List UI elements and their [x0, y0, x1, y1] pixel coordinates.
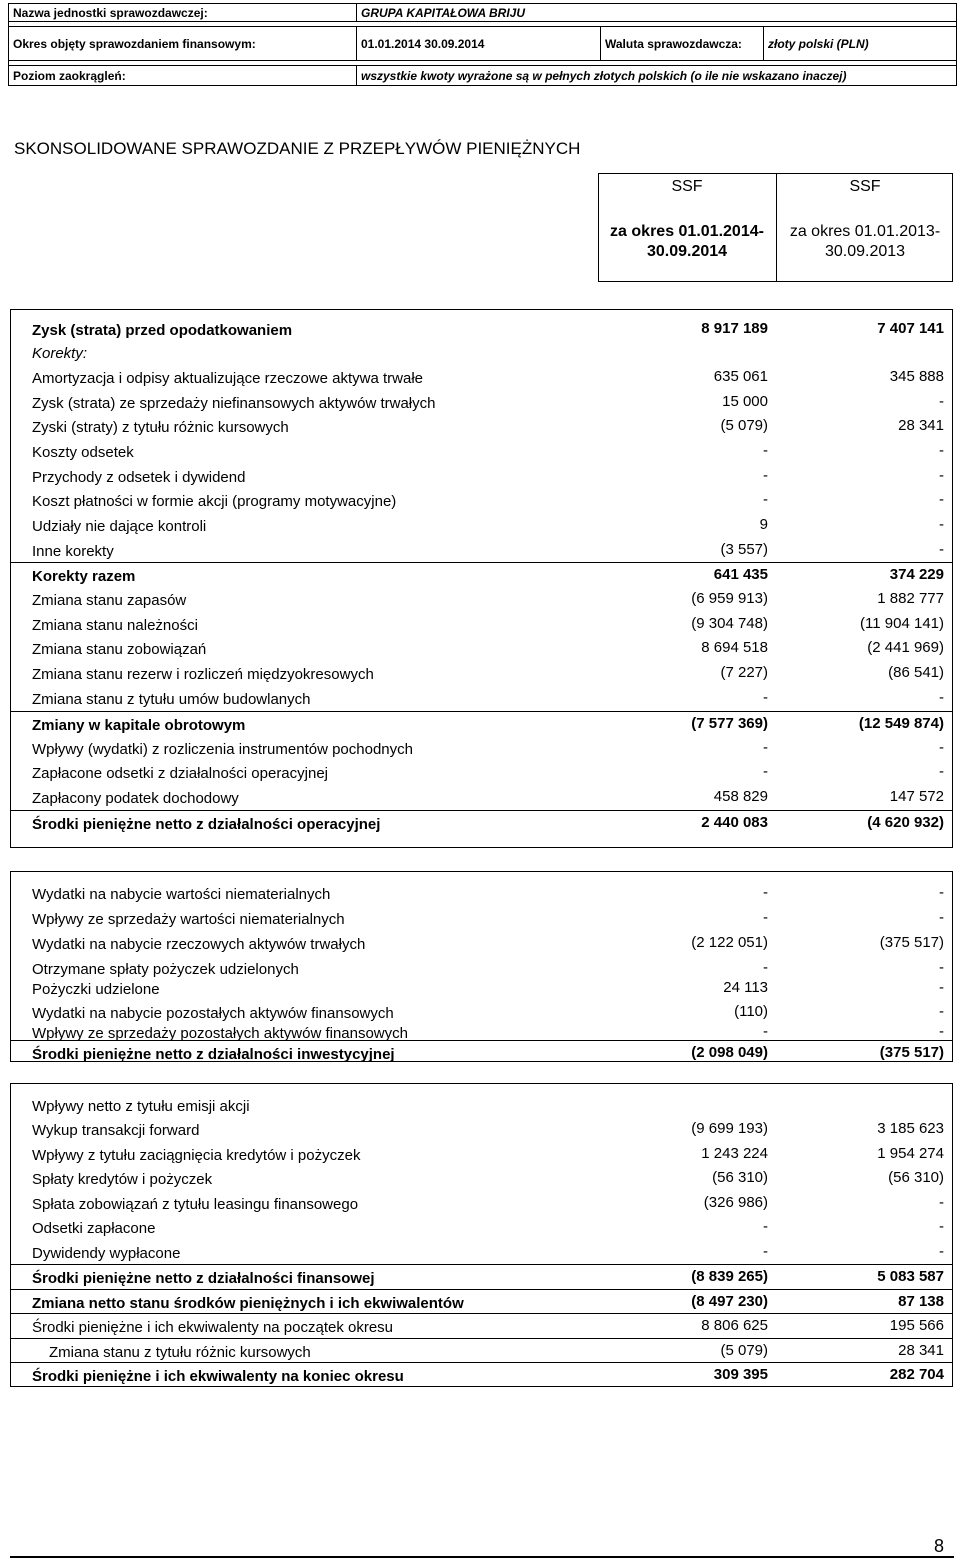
- value-2014: (7 577 369): [691, 715, 768, 732]
- row-label: Środki pieniężne netto z działalności inwestycyjnej: [32, 1046, 395, 1063]
- row-label: Korekty razem: [32, 568, 136, 585]
- column-headers: [598, 173, 953, 282]
- value-2013: -: [939, 467, 944, 484]
- row-label: Inne korekty: [32, 543, 114, 560]
- row-label: Zmiana stanu należności: [32, 617, 198, 634]
- value-2014: 8 694 518: [701, 639, 768, 656]
- value-2014: -: [763, 442, 768, 459]
- row-label: Środki pieniężne netto z działalności operacyjnej: [32, 816, 381, 833]
- value-2013: 28 341: [898, 1342, 944, 1359]
- financing-activities-section: [10, 1083, 953, 1387]
- value-2014: -: [763, 467, 768, 484]
- table-row: [11, 1117, 952, 1141]
- row-label: Zapłacone odsetki z działalności operacyjnej: [32, 765, 329, 782]
- value-2013: -: [939, 1194, 944, 1211]
- table-row: [11, 906, 952, 930]
- value-2013: (375 517): [879, 1044, 944, 1061]
- value-2013: -: [939, 1023, 944, 1040]
- table-row: [11, 365, 952, 389]
- value-2014: (2 098 049): [691, 1044, 768, 1061]
- col2-period-line1: za okres 01.01.2013-: [789, 223, 941, 240]
- value-2013: 1 882 777: [877, 590, 944, 607]
- table-row: [11, 1313, 952, 1338]
- row-label: Wydatki na nabycie rzeczowych aktywów trwałych: [32, 936, 366, 953]
- table-row: [11, 1264, 952, 1289]
- row-label: Zyski (straty) z tytułu różnic kursowych: [32, 419, 289, 436]
- row-label: Zmiana stanu zapasów: [32, 592, 187, 609]
- value-2014: 458 829: [713, 788, 768, 805]
- table-row: [11, 513, 952, 537]
- value-2014: (8 839 265): [691, 1268, 768, 1285]
- row-label: Zmiany w kapitale obrotowym: [32, 717, 246, 734]
- value-2013: 7 407 141: [877, 320, 944, 337]
- value-2014: -: [763, 1218, 768, 1235]
- period-value: 01.01.2014 30.09.2014: [357, 27, 601, 61]
- table-row: [11, 439, 952, 463]
- value-2014: -: [763, 1243, 768, 1260]
- table-row: [11, 636, 952, 660]
- table-row: [11, 390, 952, 414]
- value-2013: 195 566: [889, 1317, 944, 1334]
- value-2013: -: [939, 1218, 944, 1235]
- table-row: [11, 760, 952, 784]
- value-2013: -: [939, 909, 944, 926]
- row-label: Wpływy (wydatki) z rozliczenia instrumentów pochodnych: [32, 741, 413, 758]
- row-label: Wpływy ze sprzedaży pozostałych aktywów finansowych: [32, 1025, 408, 1042]
- investing-activities-section: [10, 871, 953, 1062]
- row-label: Pożyczki udzielone: [32, 981, 160, 998]
- value-2013: (11 904 141): [860, 615, 944, 632]
- table-row: [11, 1142, 952, 1166]
- entity-label: Nazwa jednostki sprawozdawczej:: [9, 4, 357, 22]
- table-row: [11, 661, 952, 685]
- value-2013: -: [939, 442, 944, 459]
- row-label: Zmiana stanu z tytułu umów budowlanych: [32, 691, 311, 708]
- value-2014: (9 304 748): [691, 615, 768, 632]
- currency-label: Waluta sprawozdawcza:: [601, 27, 764, 61]
- row-label: Wpływy netto z tytułu emisji akcji: [32, 1098, 250, 1115]
- entity-value: GRUPA KAPITAŁOWA BRIJU: [357, 4, 957, 22]
- value-2014: (110): [734, 1003, 768, 1020]
- table-row: [11, 562, 952, 587]
- value-2013: -: [939, 979, 944, 996]
- value-2014: 309 395: [713, 1366, 768, 1383]
- value-2014: 641 435: [713, 566, 768, 583]
- value-2014: (9 699 193): [691, 1120, 768, 1137]
- row-label: Zmiana stanu rezerw i rozliczeń międzyokresowych: [32, 666, 374, 683]
- value-2013: 1 954 274: [877, 1145, 944, 1162]
- table-row: [11, 1289, 952, 1314]
- value-2014: 9: [759, 516, 768, 533]
- row-label: Otrzymane spłaty pożyczek udzielonych: [32, 961, 299, 978]
- page-number: 8: [933, 1536, 944, 1556]
- table-row: [11, 612, 952, 636]
- row-label: Spłaty kredytów i pożyczek: [32, 1171, 213, 1188]
- value-2014: -: [763, 491, 768, 508]
- value-2013: -: [939, 393, 944, 410]
- value-2013: (12 549 874): [858, 715, 944, 732]
- table-row: [11, 1338, 952, 1363]
- footer-rule: [10, 1556, 954, 1558]
- row-label: Zysk (strata) przed opodatkowaniem: [32, 322, 293, 339]
- row-label: Wydatki na nabycie pozostałych aktywów finansowych: [32, 1005, 394, 1022]
- table-row: [11, 711, 952, 736]
- value-2014: (2 122 051): [691, 934, 768, 951]
- table-row: [11, 1166, 952, 1190]
- row-label: Wpływy ze sprzedaży wartości niematerialnych: [32, 911, 345, 928]
- table-row: [11, 686, 952, 710]
- value-2014: 2 440 083: [701, 814, 768, 831]
- table-row: [11, 587, 952, 611]
- table-row: [11, 538, 952, 562]
- value-2013: 282 704: [889, 1366, 944, 1383]
- row-label: Zmiana stanu zobowiązań: [32, 641, 207, 658]
- table-row: [11, 464, 952, 488]
- row-label: Przychody z odsetek i dywidend: [32, 469, 246, 486]
- table-row: [11, 1215, 952, 1239]
- table-row: [11, 1362, 952, 1387]
- row-label: Koszt płatności w formie akcji (programy motywacyjne): [32, 493, 397, 510]
- value-2013: 87 138: [898, 1293, 944, 1310]
- value-2014: (56 310): [712, 1169, 768, 1186]
- row-label: Zysk (strata) ze sprzedaży niefinansowych aktywów trwałych: [32, 395, 436, 412]
- col1-period-line2: 30.09.2014: [646, 243, 728, 260]
- rounding-value: wszystkie kwoty wyrażone są w pełnych złotych polskich (o ile nie wskazano inaczej): [357, 66, 957, 86]
- table-row: [11, 785, 952, 809]
- table-row: [11, 340, 952, 364]
- value-2014: (326 986): [703, 1194, 768, 1211]
- value-2014: -: [763, 884, 768, 901]
- row-label: Zapłacony podatek dochodowy: [32, 790, 239, 807]
- value-2013: (2 441 969): [867, 639, 944, 656]
- value-2013: (86 541): [888, 664, 944, 681]
- row-label: Amortyzacja i odpisy aktualizujące rzeczowe aktywa trwałe: [32, 370, 423, 387]
- value-2014: -: [763, 689, 768, 706]
- table-row: [11, 488, 952, 512]
- value-2014: (8 497 230): [691, 1293, 768, 1310]
- table-row: [11, 1093, 952, 1117]
- value-2014: -: [763, 763, 768, 780]
- row-label: Dywidendy wypłacone: [32, 1245, 181, 1262]
- report-header-table: [8, 3, 957, 86]
- row-label: Spłata zobowiązań z tytułu leasingu finansowego: [32, 1196, 359, 1213]
- value-2013: 3 185 623: [877, 1120, 944, 1137]
- value-2013: 5 083 587: [877, 1268, 944, 1285]
- value-2014: 635 061: [713, 368, 768, 385]
- value-2014: -: [763, 739, 768, 756]
- value-2013: 345 888: [889, 368, 944, 385]
- row-label: Środki pieniężne i ich ekwiwalenty na początek okresu: [32, 1319, 394, 1336]
- value-2013: -: [939, 491, 944, 508]
- value-2014: (5 079): [720, 417, 768, 434]
- value-2013: 147 572: [889, 788, 944, 805]
- value-2014: -: [763, 959, 768, 976]
- value-2014: 8 806 625: [701, 1317, 768, 1334]
- row-label: Środki pieniężne netto z działalności finansowej: [32, 1270, 375, 1287]
- value-2014: (7 227): [720, 664, 768, 681]
- value-2013: -: [939, 959, 944, 976]
- value-2013: -: [939, 516, 944, 533]
- table-row: [11, 881, 952, 905]
- value-2014: (5 079): [720, 1342, 768, 1359]
- value-2013: -: [939, 739, 944, 756]
- rounding-label: Poziom zaokrągleń:: [9, 66, 357, 86]
- col1-period-line1: za okres 01.01.2014-: [610, 223, 764, 240]
- value-2013: -: [939, 541, 944, 558]
- value-2013: (375 517): [879, 934, 944, 951]
- table-row: [11, 1191, 952, 1215]
- value-2013: 28 341: [898, 417, 944, 434]
- value-2013: (4 620 932): [867, 814, 944, 831]
- row-label: Wykup transakcji forward: [32, 1122, 200, 1139]
- table-row: [11, 736, 952, 760]
- row-label: Koszty odsetek: [32, 444, 134, 461]
- operating-activities-section: [10, 309, 953, 848]
- period-label: Okres objęty sprawozdaniem finansowym:: [9, 27, 357, 61]
- row-label: Wpływy z tytułu zaciągnięcia kredytów i pożyczek: [32, 1147, 361, 1164]
- table-row: [11, 810, 952, 835]
- value-2014: 8 917 189: [701, 320, 768, 337]
- table-row: [11, 976, 952, 1000]
- value-2013: 374 229: [889, 566, 944, 583]
- col2-standard: SSF: [849, 178, 881, 195]
- currency-value: złoty polski (PLN): [764, 27, 957, 61]
- row-label: Zmiana netto stanu środków pieniężnych i ich ekwiwalentów: [32, 1295, 464, 1312]
- row-label: Udziały nie dające kontroli: [32, 518, 207, 535]
- row-label: Odsetki zapłacone: [32, 1220, 156, 1237]
- value-2014: 24 113: [723, 979, 768, 996]
- value-2014: -: [763, 909, 768, 926]
- row-label: Korekty:: [32, 345, 88, 362]
- value-2013: -: [939, 763, 944, 780]
- value-2013: -: [939, 689, 944, 706]
- value-2014: (6 959 913): [691, 590, 768, 607]
- table-row: [11, 1240, 952, 1264]
- table-row: [11, 414, 952, 438]
- row-label: Środki pieniężne i ich ekwiwalenty na koniec okresu: [32, 1368, 404, 1385]
- col2-period-line2: 30.09.2013: [824, 243, 906, 260]
- value-2013: (56 310): [888, 1169, 944, 1186]
- row-label: Wydatki na nabycie wartości niematerialnych: [32, 886, 331, 903]
- value-2014: -: [763, 1023, 768, 1040]
- value-2013: -: [939, 1243, 944, 1260]
- value-2013: -: [939, 884, 944, 901]
- value-2013: -: [939, 1003, 944, 1020]
- value-2014: 15 000: [722, 393, 768, 410]
- report-title: SKONSOLIDOWANE SPRAWOZDANIE Z PRZEPŁYWÓW PIENIĘŻNYCH: [14, 139, 581, 158]
- table-row: [11, 1040, 952, 1065]
- value-2014: 1 243 224: [701, 1145, 768, 1162]
- table-row: [11, 317, 952, 341]
- col1-standard: SSF: [671, 178, 703, 195]
- value-2014: (3 557): [720, 541, 768, 558]
- row-label: Zmiana stanu z tytułu różnic kursowych: [49, 1344, 311, 1361]
- table-row: [11, 931, 952, 955]
